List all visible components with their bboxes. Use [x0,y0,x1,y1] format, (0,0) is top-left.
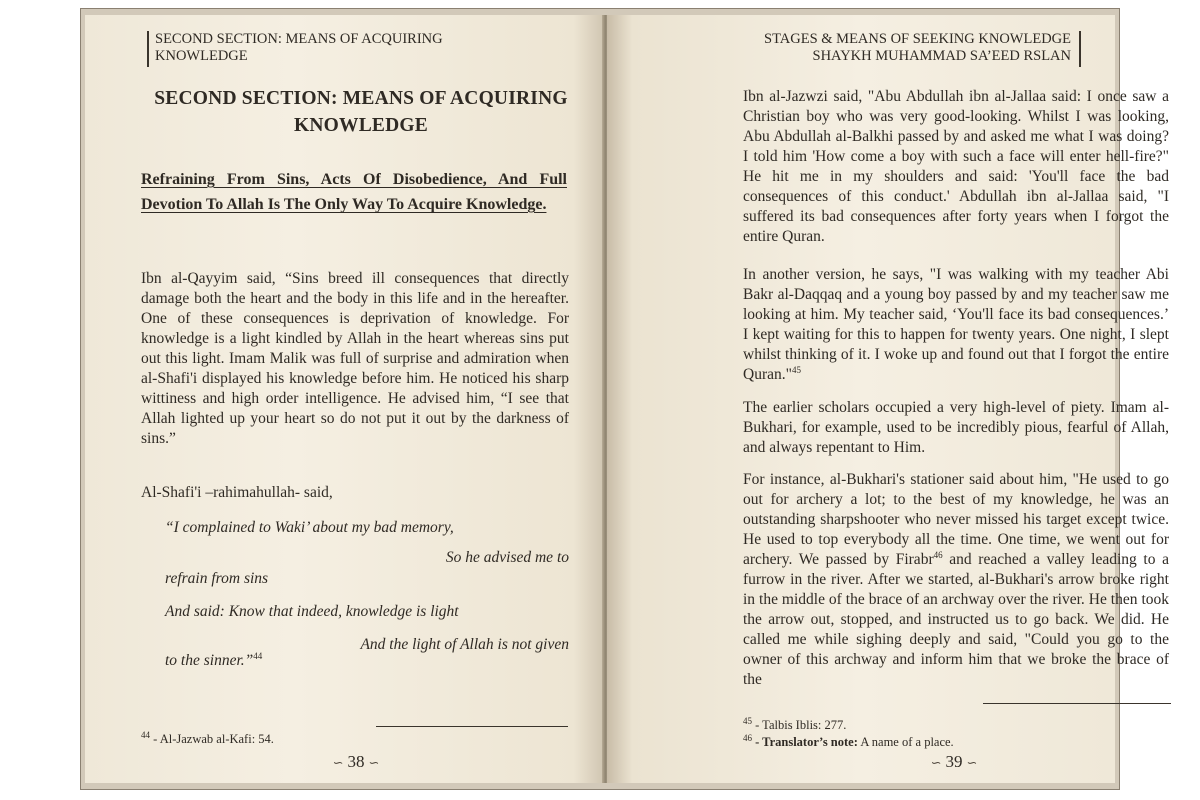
poem-line-6 [165,651,262,671]
footnote-number: 44 [141,729,150,740]
section-title-line2: KNOWLEDGE [294,115,428,136]
left-running-header-line2: KNOWLEDGE [155,48,248,64]
footnote-text: A name of a place. [857,735,954,749]
poem-line-3: refrain from sins [165,570,269,587]
right-running-header-line2: SHAYKH MUHAMMAD SA’EED RSLAN [812,48,1071,64]
right-paragraph-4-text-b: and reached a valley leading to a furrow in the river. After we started, al-Bukhari's arrow broke right in the middle of the brace of an archway over the river. He then took the arrow out, stopped, and instructed us to go back. We did. He called me while sighing deeply and said, "Could you go to the owner of this archway and inform him that we broke the brace of the [743,551,1169,688]
ornament-icon: ∽ [332,755,344,770]
footnote-label: - Translator’s note: [752,735,858,749]
left-page [85,15,605,783]
footnote-number: 46 [743,732,752,743]
right-paragraph-1: Ibn al-Jazwzi said, "Abu Abdullah ibn al-Jallaa said: I once saw a Christian boy who was very good-looking. Whilst I was looking, Abu Abdullah al-Balkhi passed by and asked me what I was doing? I told him 'How come a boy with such a face will enter hell-fire?" He hit me in my shoulders and said: 'You'll face the bad consequences of this conduct.' Abdullah ibn al-Jallaa said, "I suffered its bad consequences after forty years when I forgot the entire Quran. [743,88,1169,245]
poem-line-2: So he advised me to [445,549,569,566]
left-running-header [147,31,485,67]
left-paragraph-1: Ibn al-Qayyim said, “Sins breed ill consequences that directly damage both the heart and the body in this life and in the hereafter. One of these consequences is deprivation of knowledge. For knowledge is a light kindled by Allah in the heart whereas sins put out this light. Imam Malik was full of surprise and admiration when al-Shafi'i displayed his knowledge before him. He noticed his sharp wittiness and high order intelligence. He advised him, “I see that Allah lighted up your heart so do not put it out by the darkness of sins.” [141,270,569,447]
page-number-text: 38 [347,752,365,771]
poem-line-4: And said: Know that indeed, knowledge is light [165,603,459,620]
poem-line-6-text: to the sinner.” [165,652,254,669]
footnote-number: 45 [743,715,752,726]
footnote-divider [983,703,1171,704]
page-number-text: 39 [945,752,963,771]
footnote-ref-46[interactable]: 46 [933,549,943,560]
ornament-icon: ∽ [368,755,380,770]
section-title-line1: SECOND SECTION: MEANS OF ACQUIRING [154,88,568,109]
right-paragraph-3: The earlier scholars occupied a very high-level of piety. Imam al-Bukhari, for example, used to be incredibly pious, fearful of Allah, and always repentant to Him. [743,399,1169,456]
footnote-text: - Talbis Iblis: 277. [752,718,847,732]
footnote-ref-45[interactable]: 45 [791,364,801,375]
footnote-44 [141,731,274,747]
right-paragraph-4 [743,470,1169,690]
right-running-header-line1: STAGES & MEANS OF SEEKING KNOWLEDGE [764,31,1071,47]
right-paragraph-2-text: In another version, he says, "I was walking with my teacher Abi Bakr al-Daqqaq and a young boy passed by and my teacher saw me looking at him. My teacher said, ‘You'll face its bad consequences.’ I kept waiting for this to happen for twenty years. One night, I slept whilst thinking of it. I woke up and found out that I forgot the entire Quran." [743,266,1169,383]
left-page-number [296,752,416,773]
left-paragraph-2: Al-Shafi'i –rahimahullah- said, [141,484,333,501]
section-title [141,85,581,139]
right-page [607,15,1169,783]
right-running-header [701,31,1081,67]
footnote-text: - Al-Jazwab al-Kafi: 54. [150,732,274,746]
right-paragraph-2 [743,265,1169,385]
footnote-45 [743,717,846,733]
footnote-ref-44[interactable]: 44 [253,650,263,661]
left-running-header-line1: SECOND SECTION: MEANS OF ACQUIRING [155,31,443,47]
poem-line-1: “I complained to Waki’ about my bad memory, [165,519,454,536]
right-page-number [894,752,1014,773]
ornament-icon: ∽ [930,755,942,770]
poem-line-5: And the light of Allah is not given [360,636,569,653]
right-paragraph-4-text-a: For instance, al-Bukhari's stationer said about him, "He used to go out for archery a lot; to the best of my knowledge, he was an outstanding sharpshooter who never missed his target except twice. He used to top everybody all the time. One time, we went out for archery. We passed by Firabr [743,471,1169,568]
sub-heading: Refraining From Sins, Acts Of Disobedience, And Full Devotion To Allah Is The Only Way To Acquire Knowledge. [141,171,567,213]
footnote-divider [376,726,568,727]
footnote-46 [743,734,954,750]
ornament-icon: ∽ [966,755,978,770]
book-spread [80,8,1169,790]
